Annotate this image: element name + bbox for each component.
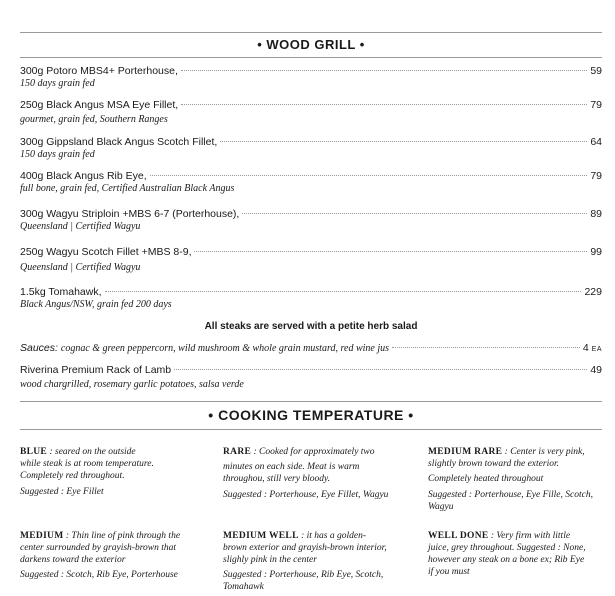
item-name: 300g Potoro MBS4+ Porterhouse, [20,65,178,77]
temp-rare: RARE : Cooked for approximately two minutes on each side. Meat is warm throughou, still very bloody. Suggested : Porterhouse, Eye Fillet, Wagyu [223,446,413,501]
cooking-title: • COOKING TEMPERATURE • [208,407,414,423]
dot-leader [194,251,587,252]
temp-term: MEDIUM WELL [223,531,299,541]
item-desc: 150 days grain fed [20,78,95,89]
item-price: 89 [590,208,602,220]
sauces-row [20,341,602,357]
cooking-rule [20,429,602,430]
item-name: Riverina Premium Rack of Lamb [20,364,172,376]
item-price: 99 [590,246,602,258]
dot-leader [105,291,582,292]
item-desc: full bone, grain fed, Certified Australian Black Angus [20,183,235,194]
menu-item [20,285,602,311]
item-price: 229 [584,286,602,298]
temp-term: WELL DONE [428,531,489,541]
cooking-top-rule [20,401,602,402]
item-price: 79 [590,99,602,111]
temp-suggested: Suggested : Porterhouse, Eye Fille, Scotch, [428,490,593,500]
menu-item [20,169,602,195]
menu-item [20,245,602,274]
temp-medium-well: MEDIUM WELL : it has a golden- brown exterior and grayish-brown interior, slighly pink in the center Suggested : Porterhouse, Rib Eye, Scotch, Tomahawk [223,530,413,593]
temp-medium: MEDIUM : Thin line of pink through the center surrounded by grayish-brown that darkens toward the exterior Suggested : Scotch, Rib Eye, Porterhouse [20,530,210,581]
sauces-unit: EA [591,346,602,353]
dot-leader [181,104,587,105]
item-name: 250g Wagyu Scotch Fillet +MBS 8-9, [20,246,192,258]
sauces-label: Sauces: [20,342,58,354]
temp-suggested: Suggested : Porterhouse, Eye Fillet, Wagyu [223,490,389,500]
temp-term: MEDIUM RARE [428,447,503,457]
sauces-price: 4 [582,342,589,354]
item-name: 1.5kg Tomahawk, [20,286,102,298]
item-price: 64 [590,136,602,148]
dot-leader [392,347,580,348]
temp-suggested: Suggested : Porterhouse, Rib Eye, Scotch, [223,570,384,580]
item-price: 59 [590,65,602,77]
dot-leader [181,70,587,71]
item-name: 300g Gippsland Black Angus Scotch Fillet, [20,136,218,148]
item-desc: Queensland | Certified Wagyu [20,221,141,232]
temp-term: MEDIUM [20,531,64,541]
item-desc: Queensland | Certified Wagyu [20,262,141,273]
item-price: 49 [590,364,602,376]
menu-item-lamb [20,363,602,391]
top-rule [20,32,602,33]
item-desc: 150 days grain fed [20,149,95,160]
temp-suggested: Suggested : Scotch, Rib Eye, Porterhouse [20,570,178,580]
wood-grill-title: • WOOD GRILL • [257,37,365,52]
sauces-text: cognac & green peppercorn, wild mushroom & whole grain mustard, red wine jus [60,343,389,354]
item-desc: wood chargrilled, rosemary garlic potatoes, salsa verde [20,379,244,390]
temp-term: RARE [223,447,252,457]
item-price: 79 [590,170,602,182]
dot-leader [174,369,587,370]
temp-term: BLUE [20,447,48,457]
menu-item [20,135,602,161]
item-desc: gourmet, grain fed, Southern Ranges [20,114,168,125]
dot-leader [220,141,587,142]
item-name: 250g Black Angus MSA Eye Fillet, [20,99,179,111]
dot-leader [242,213,587,214]
item-name: 400g Black Angus Rib Eye, [20,170,147,182]
menu-item [20,64,602,90]
temp-well-done: WELL DONE : Very firm with little juice, grey throughout. Suggested : None, however any steak on a bone ex; Rib Eye if you must [428,531,586,577]
temp-blue: BLUE : seared on the outside while steak is at room temperature. Completely red throughout. Suggested : Eye Fillet [20,446,205,498]
item-desc: Black Angus/NSW, grain fed 200 days [20,299,172,310]
menu-item [20,207,602,233]
wood-grill-rule [20,57,602,58]
temp-suggested: Suggested : Eye Fillet [20,487,104,497]
steak-note: All steaks are served with a petite herb salad [204,321,418,332]
item-name: 300g Wagyu Striploin +MBS 6-7 (Porterhouse), [20,208,240,220]
temp-medium-rare: MEDIUM RARE : Center is very pink, slightly brown toward the exterior. Completely heated throughout Suggested : Porterhouse, Eye Fille, Scotch, Wagyu [428,446,606,513]
dot-leader [150,175,588,176]
menu-item [20,98,602,126]
